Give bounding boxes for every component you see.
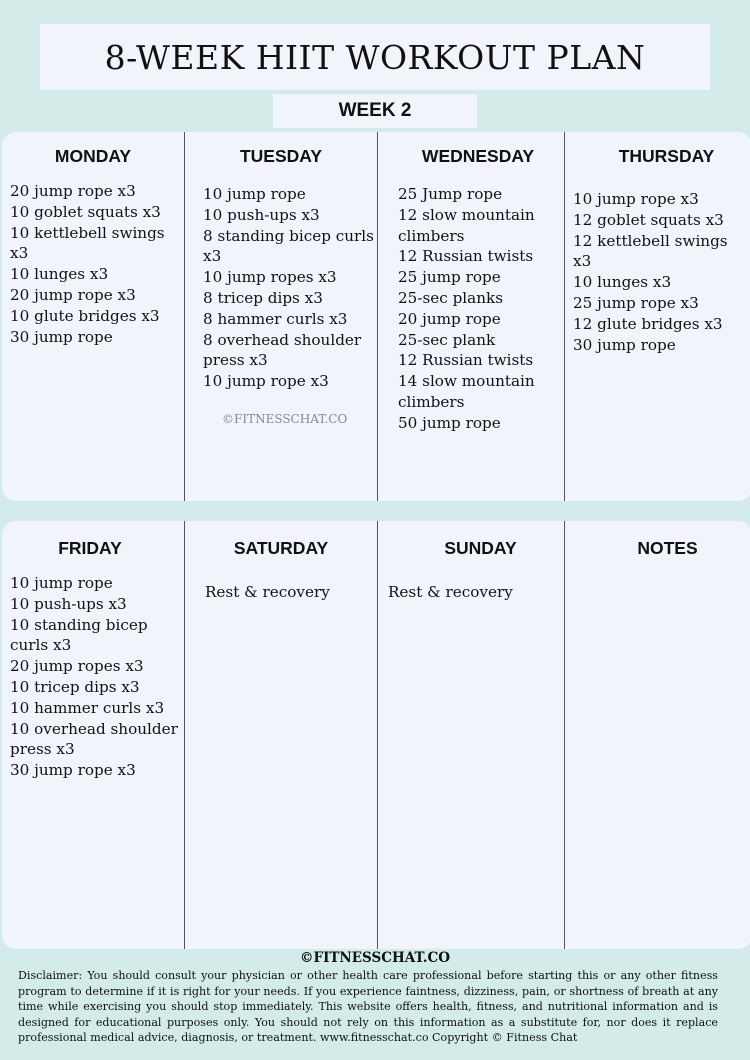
exercise-item: 8 tricep dips x3 bbox=[203, 288, 323, 307]
saturday-exercise-list bbox=[205, 582, 375, 603]
exercise-item: climbers bbox=[398, 226, 465, 245]
exercise-item: 8 hammer curls x3 bbox=[203, 309, 348, 328]
exercise-item: 30 jump rope bbox=[573, 335, 676, 354]
exercise-item: 10 lunges x3 bbox=[573, 273, 672, 292]
exercise-item: 25-sec planks bbox=[398, 288, 503, 307]
exercise-item: 20 jump rope x3 bbox=[10, 182, 136, 200]
column-divider bbox=[564, 521, 565, 949]
monday-exercise-list bbox=[10, 181, 182, 347]
exercise-item: 25 jump rope bbox=[398, 268, 501, 287]
exercise-item: 12 kettlebell swings x3 bbox=[573, 231, 728, 271]
exercise-item: 20 jump rope x3 bbox=[10, 285, 136, 304]
exercise-item: 20 jump rope bbox=[398, 309, 501, 328]
title-banner bbox=[40, 24, 710, 90]
exercise-item: 25 jump rope x3 bbox=[573, 293, 699, 312]
exercise-item: press x3 bbox=[203, 351, 268, 370]
exercise-item: 10 jump rope x3 bbox=[203, 372, 329, 391]
exercise-item: 30 jump rope bbox=[10, 327, 113, 346]
wednesday-exercise-list bbox=[398, 184, 563, 434]
exercise-item: 12 Russian twists bbox=[398, 351, 534, 370]
exercise-item: climbers bbox=[398, 392, 465, 411]
column-divider bbox=[564, 132, 565, 501]
sunday-heading: SUNDAY bbox=[444, 538, 517, 558]
column-divider bbox=[377, 521, 378, 949]
exercise-item: Rest & recovery bbox=[205, 583, 330, 601]
column-divider bbox=[184, 521, 185, 949]
exercise-item: 50 jump rope bbox=[398, 413, 501, 432]
exercise-item: 8 standing bicep curls bbox=[203, 226, 374, 245]
exercise-item: 10 lunges x3 bbox=[10, 265, 109, 284]
friday-heading: FRIDAY bbox=[58, 538, 122, 558]
exercise-item: 10 overhead shoulder bbox=[10, 719, 178, 738]
exercise-item: curls x3 bbox=[10, 636, 72, 655]
wednesday-heading: WEDNESDAY bbox=[421, 146, 535, 166]
column-divider bbox=[184, 132, 185, 501]
exercise-item: 25 Jump rope bbox=[398, 185, 503, 203]
exercise-item: 10 jump ropes x3 bbox=[203, 268, 337, 287]
exercise-item: 12 goblet squats x3 bbox=[573, 210, 724, 229]
exercise-item: 30 jump rope x3 bbox=[10, 761, 136, 780]
notes-heading: NOTES bbox=[637, 538, 698, 558]
monday-heading: MONDAY bbox=[54, 146, 132, 166]
page-title: 8-WEEK HIIT WORKOUT PLAN bbox=[104, 37, 646, 77]
exercise-item: 10 hammer curls x3 bbox=[10, 698, 165, 717]
disclaimer-text: Disclaimer: You should consult your physician or other health care professional before starting this or any other fitness program to determine if it is right for your needs. If you experience faintness, dizziness, pain, or shortness of breath at any time while exercising you should stop immediately. This website offers health, fitness, and nutritional information and is designed for educational purposes only. You should not rely on this information as a substitute for, nor does it replace professional medical advice, diagnosis, or treatment. www.fitnesschat.co Copyright © Fitness Chat bbox=[18, 969, 718, 1044]
exercise-item: 20 jump ropes x3 bbox=[10, 657, 144, 676]
exercise-item: Rest & recovery bbox=[388, 583, 513, 601]
exercise-item: 25-sec plank bbox=[398, 330, 496, 349]
thursday-heading: THURSDAY bbox=[618, 146, 715, 166]
saturday-heading: SATURDAY bbox=[233, 538, 329, 558]
exercise-item: x3 bbox=[203, 247, 222, 266]
friday-exercise-list bbox=[10, 573, 182, 781]
tuesday-exercise-list bbox=[203, 184, 375, 392]
exercise-item: 14 slow mountain bbox=[398, 372, 535, 391]
exercise-item: 10 glute bridges x3 bbox=[10, 306, 160, 325]
column-divider bbox=[377, 132, 378, 501]
exercise-item: 12 Russian twists bbox=[398, 247, 534, 266]
exercise-item: 12 slow mountain bbox=[398, 205, 535, 224]
sunday-exercise-list bbox=[388, 582, 558, 603]
exercise-item: 8 overhead shoulder bbox=[203, 330, 362, 349]
exercise-item: 10 jump rope x3 bbox=[573, 190, 699, 208]
exercise-item: 10 goblet squats x3 bbox=[10, 202, 161, 221]
week-label: WEEK 2 bbox=[338, 100, 412, 121]
exercise-item: 10 push-ups x3 bbox=[203, 205, 320, 224]
exercise-item: press x3 bbox=[10, 740, 75, 759]
exercise-item: 10 tricep dips x3 bbox=[10, 677, 140, 696]
exercise-item: 10 jump rope bbox=[10, 574, 113, 592]
thursday-exercise-list bbox=[573, 189, 749, 355]
exercise-item: 10 jump rope bbox=[203, 185, 306, 203]
week-banner bbox=[273, 94, 477, 128]
exercise-item: 10 push-ups x3 bbox=[10, 594, 127, 613]
footer-brand: ©FITNESSCHAT.CO bbox=[299, 950, 451, 966]
tuesday-heading: TUESDAY bbox=[239, 146, 322, 166]
exercise-item: 10 kettlebell swings x3 bbox=[10, 223, 165, 263]
exercise-item: 10 standing bicep bbox=[10, 615, 148, 634]
exercise-item: 12 glute bridges x3 bbox=[573, 314, 723, 333]
watermark: ©FITNESSCHAT.CO bbox=[222, 412, 348, 426]
